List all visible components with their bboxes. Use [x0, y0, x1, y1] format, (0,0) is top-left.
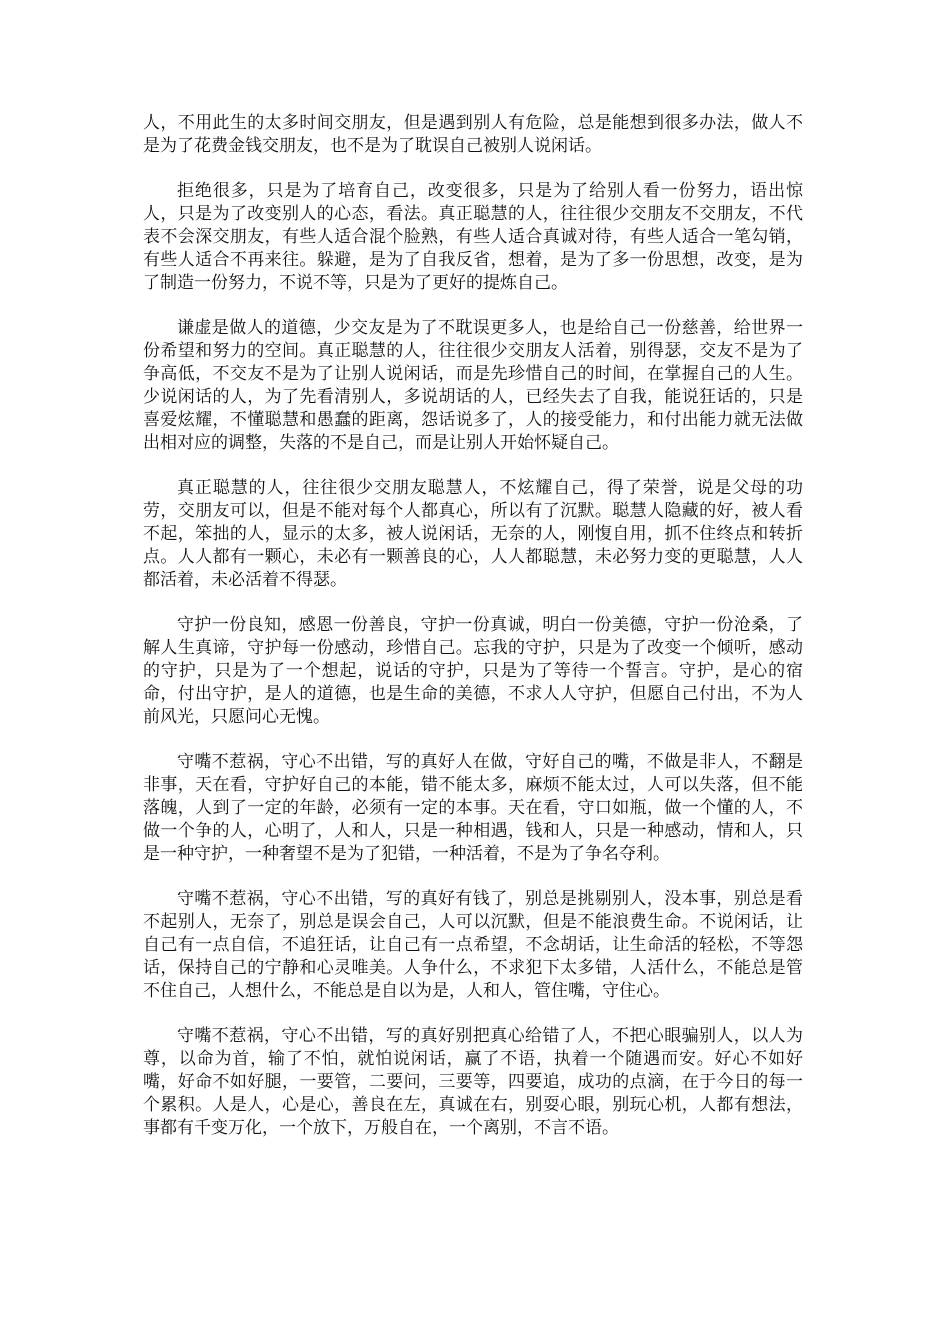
paragraph-7: 守嘴不惹祸，守心不出错，写的真好有钱了，别总是挑剔别人，没本事，别总是看不起别人，无奈了，别总是误会自己，人可以沉默，但是不能浪费生命。不说闲话，让自己有一点自信，不追狂话，让自己有一点希望，不念胡话，让生命活的轻松，不等怨话，保持自己的宁静和心灵唯美。人争什么，不求犯下太多错，人活什么，不能总是管不住自己，人想什么，不能总是自以为是，人和人，管住嘴，守住心。 [143, 889, 803, 1001]
paragraph-2: 拒绝很多，只是为了培育自己，改变很多，只是为了给别人看一份努力，语出惊人，只是为了改变别人的心态，看法。真正聪慧的人，往往很少交朋友不交朋友，不代表不会深交朋友，有些人适合混个脸熟，有些人适合真诚对待，有些人适合一笔勾销，有些人适合不再来往。躲避，是为了自我反省，想着，是为了多一份思想，改变，是为了制造一份努力，不说不等，只是为了更好的提炼自己。 [143, 181, 803, 293]
document-body [143, 112, 803, 1162]
paragraph-4: 真正聪慧的人，往往很少交朋友聪慧人，不炫耀自己，得了荣誉，说是父母的功劳，交朋友可以，但是不能对每个人都真心，所以有了沉默。聪慧人隐藏的好，被人看不起，笨拙的人，显示的太多，被人说闲话，无奈的人，刚愎自用，抓不住终点和转折点。人人都有一颗心，未必有一颗善良的心，人人都聪慧，未必努力变的更聪慧，人人都活着，未必活着不得瑟。 [143, 478, 803, 590]
paragraph-3: 谦虚是做人的道德，少交友是为了不耽误更多人，也是给自己一份慈善，给世界一份希望和努力的空间。真正聪慧的人，往往很少交朋友人活着，别得瑟，交友不是为了争高低，不交友不是为了让别人说闲话，而是先珍惜自己的时间，在掌握自己的人生。少说闲话的人，为了先看清别人，多说胡话的人，已经失去了自我，能说狂话的，只是喜爱炫耀，不懂聪慧和愚蠢的距离，怨话说多了，人的接受能力，和付出能力就无法做出相对应的调整，失落的不是自己，而是让别人开始怀疑自己。 [143, 318, 803, 453]
paragraph-5: 守护一份良知，感恩一份善良，守护一份真诚，明白一份美德，守护一份沧桑，了解人生真谛，守护每一份感动，珍惜自己。忘我的守护，只是为了改变一个倾听，感动的守护，只是为了一个想起，说话的守护，只是为了等待一个誓言。守护，是心的宿命，付出守护，是人的道德，也是生命的美德，不求人人守护，但愿自己付出，不为人前风光，只愿问心无愧。 [143, 615, 803, 727]
paragraph-1: 人，不用此生的太多时间交朋友，但是遇到别人有危险，总是能想到很多办法，做人不是为了花费金钱交朋友，也不是为了耽误自己被别人说闲话。 [143, 113, 803, 156]
paragraph-8: 守嘴不惹祸，守心不出错，写的真好别把真心给错了人，不把心眼骗别人，以人为尊，以命为首，输了不怕，就怕说闲话，赢了不语，执着一个随遇而安。好心不如好嘴，好命不如好腿，一要管，二要问，三要等，四要追，成功的点滴，在于今日的每一个累积。人是人，心是心，善良在左，真诚在右，别耍心眼，别玩心机，人都有想法，事都有千变万化，一个放下，万般自在，一个离别，不言不语。 [143, 1026, 803, 1138]
paragraph-6: 守嘴不惹祸，守心不出错，写的真好人在做，守好自己的嘴，不做是非人，不翻是非事，天在看，守护好自己的本能，错不能太多，麻烦不能太过，人可以失落，但不能落魄，人到了一定的年龄，必须有一定的本事。天在看，守口如瓶，做一个懂的人，不做一个争的人，心明了，人和人，只是一种相遇，钱和人，只是一种感动，情和人，只是一种守护，一种奢望不是为了犯错，一种活着，不是为了争名夺利。 [143, 752, 803, 864]
